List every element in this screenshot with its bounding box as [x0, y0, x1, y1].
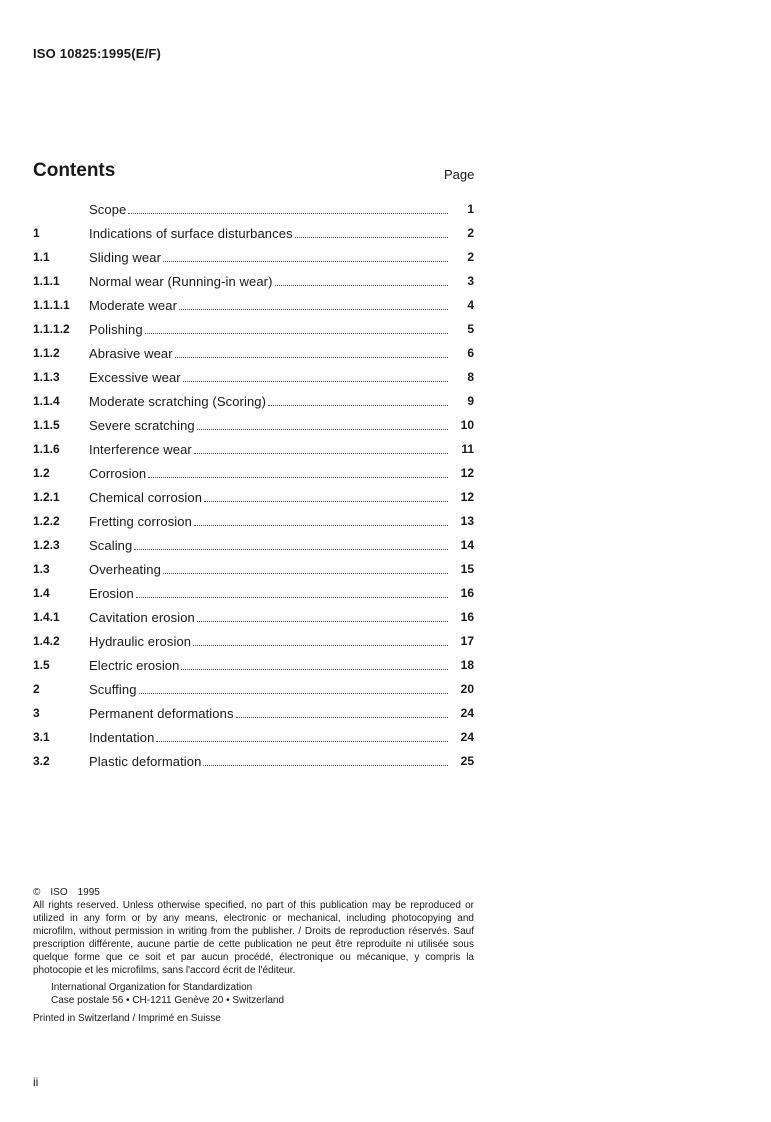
toc-entry — [33, 245, 474, 269]
contents-heading: Contents — [33, 160, 116, 181]
toc-dot-leader — [179, 308, 448, 310]
copyright-block — [33, 886, 474, 1025]
toc-entry — [33, 605, 474, 629]
toc-entry — [33, 413, 474, 437]
toc-entry-title: Moderate wear — [89, 297, 178, 313]
toc-dot-leader — [156, 740, 448, 742]
toc-entry-page: 24 — [460, 730, 474, 744]
toc-entry-title: Sliding wear — [89, 249, 162, 265]
copyright-line — [33, 886, 474, 899]
toc-entry-page: 11 — [461, 442, 474, 456]
toc-entry — [33, 341, 474, 365]
toc-entry-page: 17 — [460, 634, 474, 648]
toc-entry-page: 6 — [467, 346, 474, 360]
toc-entry-number: 1.1.6 — [33, 442, 60, 456]
toc-entry — [33, 221, 474, 245]
printed-location: Printed in Switzerland / Imprimé en Suisse — [33, 1013, 221, 1024]
toc-dot-leader — [193, 644, 448, 646]
toc-entry-title: Moderate scratching (Scoring) — [89, 393, 267, 409]
toc-entry — [33, 533, 474, 557]
toc-entry-number: 3.2 — [33, 754, 50, 768]
toc-entry-number: 1.1.5 — [33, 418, 60, 432]
toc-entry-page: 1 — [467, 202, 474, 216]
toc-entry-page: 15 — [460, 562, 474, 576]
toc-entry-page: 9 — [467, 394, 474, 408]
toc-entry-number: 1.5 — [33, 658, 50, 672]
toc-entry-title: Hydraulic erosion — [89, 633, 192, 649]
toc-entry-page: 18 — [460, 658, 474, 672]
toc-entry-title: Polishing — [89, 321, 143, 337]
toc-entry-number: 1.1.1 — [33, 274, 60, 288]
toc-entry-title: Excessive wear — [89, 369, 181, 385]
toc-entry-number: 1.4.1 — [33, 610, 60, 624]
toc-entry — [33, 293, 474, 317]
toc-entry — [33, 269, 474, 293]
toc-entry-title: Scaling — [89, 537, 133, 553]
toc-dot-leader — [194, 524, 448, 526]
toc-entry — [33, 749, 474, 773]
page-number: ii — [33, 1075, 39, 1089]
toc-entry-number: 1.1.1.1 — [33, 298, 70, 312]
copyright-symbol: © — [33, 887, 41, 898]
toc-dot-leader — [275, 284, 448, 286]
toc-dot-leader — [236, 716, 448, 718]
toc-entry-number: 1.3 — [33, 562, 50, 576]
toc-entry-title: Overheating — [89, 561, 161, 577]
copyright-org: ISO — [50, 887, 68, 898]
toc-dot-leader — [163, 260, 448, 262]
toc-entry-number: 3 — [33, 706, 40, 720]
toc-entry-title: Plastic deformation — [89, 753, 202, 769]
toc-entry-number: 1.1.3 — [33, 370, 60, 384]
org-name: International Organization for Standardization — [51, 982, 253, 993]
toc-entry — [33, 509, 474, 533]
table-of-contents — [33, 197, 474, 773]
toc-dot-leader — [128, 212, 448, 214]
toc-entry-title: Fretting corrosion — [89, 513, 192, 529]
toc-entry-number: 1.1.4 — [33, 394, 60, 408]
toc-entry-page: 14 — [460, 538, 474, 552]
toc-dot-leader — [204, 500, 448, 502]
toc-entry-number: 1.4 — [33, 586, 50, 600]
toc-entry — [33, 365, 474, 389]
toc-dot-leader — [175, 356, 448, 358]
toc-entry — [33, 389, 474, 413]
toc-entry — [33, 581, 474, 605]
toc-entry-title: Abrasive wear — [89, 345, 173, 361]
toc-entry-page: 8 — [467, 370, 474, 384]
toc-entry — [33, 437, 474, 461]
toc-dot-leader — [197, 428, 448, 430]
toc-entry-number: 1 — [33, 226, 40, 240]
toc-entry-page: 2 — [467, 226, 474, 240]
toc-dot-leader — [134, 548, 448, 550]
toc-entry-title: Cavitation erosion — [89, 609, 195, 625]
toc-entry-page: 20 — [460, 682, 474, 696]
toc-entry-page: 24 — [460, 706, 474, 720]
toc-entry — [33, 317, 474, 341]
toc-entry-title: Scope — [89, 201, 127, 217]
toc-entry — [33, 653, 474, 677]
toc-entry-page: 13 — [460, 514, 474, 528]
toc-entry — [33, 725, 474, 749]
page-column-heading: Page — [444, 167, 475, 182]
toc-entry-title: Scuffing — [89, 681, 137, 697]
toc-entry-page: 4 — [467, 298, 474, 312]
toc-entry-page: 12 — [460, 466, 474, 480]
toc-entry-number: 1.1 — [33, 250, 50, 264]
toc-entry-page: 12 — [460, 490, 474, 504]
toc-entry-page: 16 — [460, 610, 474, 624]
toc-entry-title: Electric erosion — [89, 657, 180, 673]
rights-statement: All rights reserved. Unless otherwise specified, no part of this publication may be reproduced or utilized in any form or by any means, electronic or mechanical, including photocopying and microfilm, without permission in writing from the publisher. / Droits de reproduction réservés. Sauf prescription différente, aucune partie de cette publication ne peut être reproduite ni utilisée sous quelque forme que ce soit et par aucun procédé, électronique ou mécanique, y compris la photocopie et les microfilms, sans l'accord écrit de l'éditeur. — [33, 900, 474, 976]
toc-entry — [33, 461, 474, 485]
toc-entry-number: 1.2.1 — [33, 490, 60, 504]
toc-entry — [33, 701, 474, 725]
toc-dot-leader — [203, 764, 448, 766]
toc-entry-page: 3 — [467, 274, 474, 288]
toc-entry — [33, 197, 474, 221]
toc-entry-number: 3.1 — [33, 730, 50, 744]
org-address: Case postale 56 • CH-1211 Genève 20 • Switzerland — [51, 995, 285, 1006]
toc-dot-leader — [139, 692, 448, 694]
toc-entry-number: 1.2.3 — [33, 538, 60, 552]
toc-dot-leader — [181, 668, 448, 670]
toc-dot-leader — [145, 332, 448, 334]
toc-dot-leader — [136, 596, 448, 598]
toc-entry-title: Chemical corrosion — [89, 489, 203, 505]
toc-entry-page: 5 — [467, 322, 474, 336]
toc-entry — [33, 557, 474, 581]
toc-dot-leader — [163, 572, 448, 574]
toc-entry-number: 1.2.2 — [33, 514, 60, 528]
toc-dot-leader — [148, 476, 448, 478]
toc-entry-title: Interference wear — [89, 441, 192, 457]
toc-entry — [33, 485, 474, 509]
toc-entry-title: Indentation — [89, 729, 155, 745]
toc-dot-leader — [295, 236, 448, 238]
toc-dot-leader — [197, 620, 448, 622]
toc-dot-leader — [183, 380, 448, 382]
toc-entry — [33, 629, 474, 653]
copyright-year: 1995 — [77, 887, 100, 898]
toc-dot-leader — [194, 452, 448, 454]
toc-entry-number: 1.1.2 — [33, 346, 60, 360]
toc-dot-leader — [268, 404, 448, 406]
toc-entry-title: Normal wear (Running-in wear) — [89, 273, 273, 289]
toc-entry-title: Indications of surface disturbances — [89, 225, 293, 241]
toc-entry-page: 2 — [467, 250, 474, 264]
toc-entry-page: 16 — [460, 586, 474, 600]
toc-entry-title: Corrosion — [89, 465, 147, 481]
toc-entry-number: 1.4.2 — [33, 634, 60, 648]
toc-entry-number: 1.1.1.2 — [33, 322, 70, 336]
toc-entry-number: 2 — [33, 682, 40, 696]
toc-entry-page: 10 — [460, 418, 474, 432]
toc-entry-number: 1.2 — [33, 466, 50, 480]
toc-entry-title: Permanent deformations — [89, 705, 234, 721]
toc-entry-title: Severe scratching — [89, 417, 195, 433]
toc-entry-title: Erosion — [89, 585, 134, 601]
document-id: ISO 10825:1995(E/F) — [33, 46, 162, 61]
toc-entry — [33, 677, 474, 701]
toc-entry-page: 25 — [460, 754, 474, 768]
